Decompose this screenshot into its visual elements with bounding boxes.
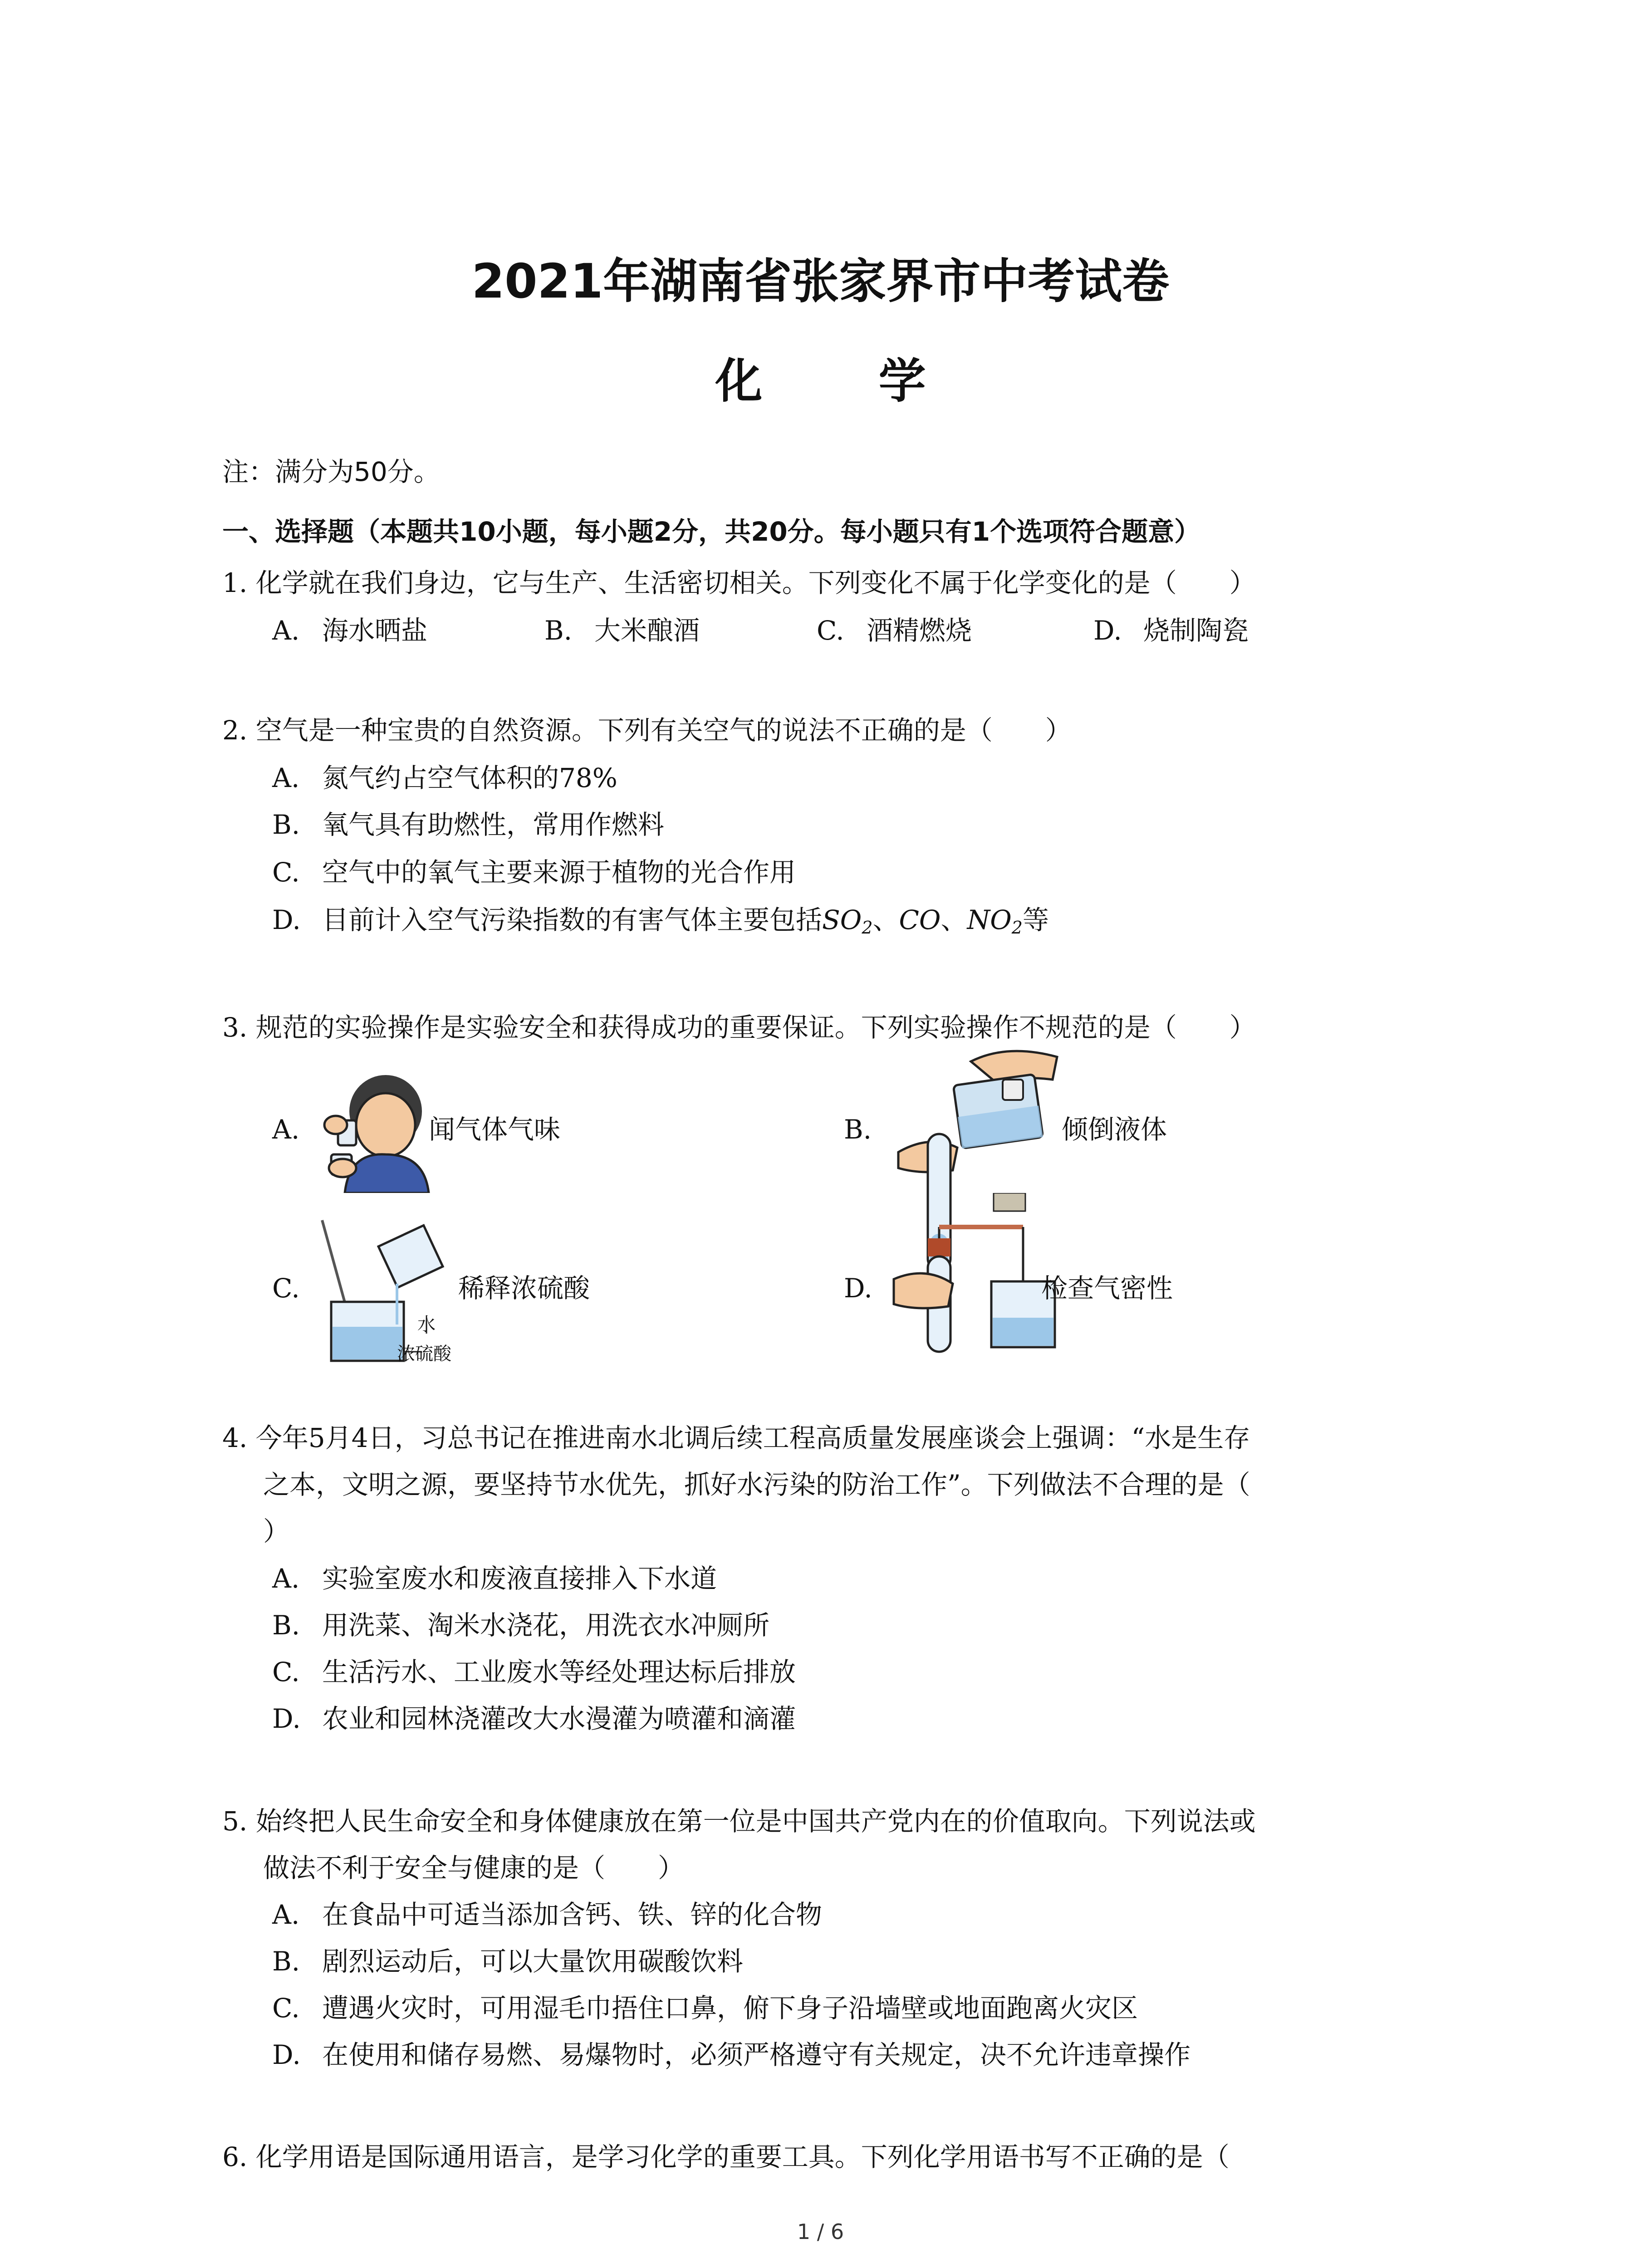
option-text: 氧气具有助燃性，常用作燃料 [322, 809, 665, 840]
option-text: 目前计入空气污染指数的有害气体主要包括 [322, 904, 823, 935]
question-4-option-d [272, 1701, 796, 1737]
option-letter: A. [272, 763, 300, 793]
option-text: 氮气约占空气体积的78% [322, 763, 617, 793]
question-5-option-d [272, 2037, 1190, 2073]
question-2-option-a [272, 760, 617, 796]
question-3-option-d-letter: D. [844, 1273, 872, 1304]
option-text: 酒精燃烧 [867, 615, 972, 646]
option-text: 用洗菜、淘米水浇花，用洗衣水冲厕所 [322, 1610, 770, 1641]
question-3-stem: 3. 规范的实验操作是实验安全和获得成功的重要保证。下列实验操作不规范的是（ ） [222, 1012, 1256, 1043]
question-2-stem: 2. 空气是一种宝贵的自然资源。下列有关空气的说法不正确的是（ ） [222, 715, 1072, 746]
question-5-stem-line-1: 5. 始终把人民生命安全和身体健康放在第一位是中国共产党内在的价值取向。下列说法或 [222, 1806, 1256, 1837]
page-title: 2021年湖南省张家界市中考试卷 [471, 254, 1170, 309]
question-1-option-c [817, 612, 972, 649]
question-1-option-a [272, 612, 427, 649]
option-letter: A. [272, 1563, 300, 1594]
question-5-stem-line-2: 做法不利于安全与健康的是（ ） [263, 1853, 685, 1883]
option-letter: A. [272, 615, 300, 646]
question-4-stem-line-2: 之本，文明之源，要坚持节水优先，抓好水污染的防治工作”。下列做法不合理的是（ [263, 1469, 1250, 1500]
airtightness-figure [885, 1193, 1066, 1356]
option-letter: D. [272, 2039, 301, 2070]
question-2-option-b [272, 807, 664, 843]
option-text: 农业和园林浇灌改大水漫灌为喷灌和滴灌 [322, 1703, 796, 1734]
subject-title: 化 学 [715, 353, 976, 409]
question-4-stem-line-1: 4. 今年5月4日，习总书记在推进南水北调后续工程高质量发展座谈会上强调：“水是生存 [222, 1422, 1250, 1453]
question-1-option-d [1093, 612, 1249, 649]
option-letter: D. [1093, 615, 1122, 646]
question-5-option-a [272, 1897, 822, 1933]
smelling-gas-figure [318, 1070, 436, 1193]
option-letter: B. [272, 809, 300, 840]
option-text: 遭遇火灾时，可用湿毛巾捂住口鼻，俯下身子沿墙壁或地面跑离火灾区 [322, 1993, 1138, 2024]
formula-co: CO [899, 904, 941, 935]
page-number: 1 / 6 [797, 2219, 844, 2244]
question-1-stem: 1. 化学就在我们身边，它与生产、生活密切相关。下列变化不属于化学变化的是（ ） [222, 567, 1256, 598]
option-letter: C. [272, 857, 300, 888]
section-heading: 一、选择题（本题共10小题，每小题2分，共20分。每小题只有1个选项符合题意） [222, 516, 1201, 547]
formula-no2: $NO_2$ [967, 904, 1023, 938]
question-3-option-c-text: 稀释浓硫酸 [458, 1273, 590, 1304]
option-text: 烧制陶瓷 [1143, 615, 1249, 646]
option-text: 在使用和储存易燃、易爆物时，必须严格遵守有关规定，决不允许违章操作 [322, 2039, 1191, 2070]
option-text: 生活污水、工业废水等经处理达标后排放 [322, 1657, 796, 1687]
question-4-stem-line-3: ） [263, 1516, 290, 1547]
option-letter: C. [272, 1657, 300, 1687]
question-3-option-a-text: 闻气体气味 [429, 1114, 561, 1145]
option-text: 空气中的氧气主要来源于植物的光合作用 [322, 857, 796, 888]
question-4-option-b [272, 1607, 769, 1643]
option-letter: A. [272, 1899, 300, 1930]
question-1-option-b [544, 612, 700, 649]
option-letter: D. [272, 904, 301, 935]
option-text: 海水晒盐 [322, 615, 428, 646]
option-text: 实验室废水和废液直接排入下水道 [322, 1563, 717, 1594]
question-3-option-d-text: 检查气密性 [1041, 1273, 1173, 1304]
question-3-option-a-letter: A. [272, 1114, 300, 1145]
option-letter: B. [544, 615, 573, 646]
question-3-option-c-letter: C. [272, 1273, 300, 1304]
question-2-option-d: D. 目前计入空气污染指数的有害气体主要包括$SO_2$、CO、$NO_2$等 [272, 902, 1049, 946]
question-5-option-b [272, 1943, 743, 1980]
question-4-option-c [272, 1654, 796, 1690]
option-text: 大米酿酒 [594, 615, 700, 646]
option-letter: D. [272, 1703, 301, 1734]
question-2-option-c [272, 854, 796, 890]
option-text: 剧烈运动后，可以大量饮用碳酸饮料 [322, 1946, 744, 1977]
formula-so2: $SO_2$ [822, 904, 873, 938]
option-letter: C. [817, 615, 844, 646]
option-letter: B. [272, 1610, 300, 1641]
question-6-stem: 6. 化学用语是国际通用语言，是学习化学的重要工具。下列化学用语书写不正确的是（ [222, 2141, 1230, 2172]
question-3-option-b-letter: B. [844, 1114, 872, 1145]
question-4-option-a [272, 1560, 717, 1597]
option-letter: B. [272, 1946, 300, 1977]
option-text: 在食品中可适当添加含钙、铁、锌的化合物 [322, 1899, 823, 1930]
question-3-option-b-text: 倾倒液体 [1062, 1114, 1167, 1145]
water-label: 水 [417, 1314, 436, 1335]
acid-label: 浓硫酸 [397, 1344, 451, 1364]
question-5-option-c [272, 1990, 1138, 2026]
option-letter: C. [272, 1993, 300, 2024]
score-note: 注：满分为50分。 [222, 456, 440, 487]
